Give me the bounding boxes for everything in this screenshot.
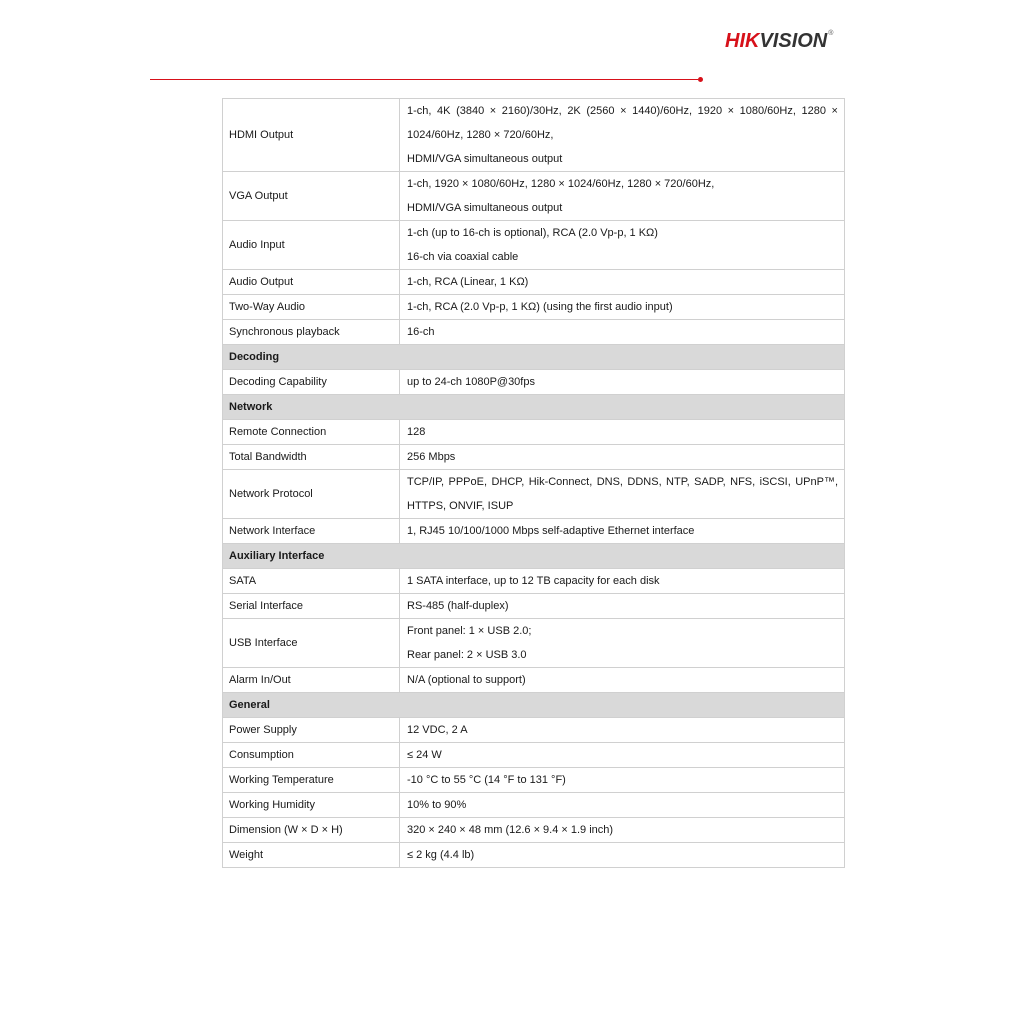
spec-row <box>223 519 845 544</box>
spec-value <box>400 172 845 221</box>
spec-value <box>400 619 845 668</box>
spec-value-line: ≤ 24 W <box>407 749 442 761</box>
spec-row <box>223 99 845 172</box>
spec-label: Network Protocol <box>223 470 400 519</box>
spec-value-line: up to 24-ch 1080P@30fps <box>407 376 535 388</box>
spec-label: USB Interface <box>223 619 400 668</box>
spec-value <box>400 569 845 594</box>
spec-value <box>400 668 845 693</box>
spec-row <box>223 172 845 221</box>
hikvision-logo <box>725 30 833 53</box>
spec-value-line: RS-485 (half-duplex) <box>407 600 509 612</box>
spec-value-line: 1-ch, RCA (Linear, 1 KΩ) <box>407 276 529 288</box>
spec-value-line: 16-ch via coaxial cable <box>407 251 519 263</box>
spec-value-line: 1 SATA interface, up to 12 TB capacity for each disk <box>407 575 660 587</box>
logo-text-dark: VISION <box>759 30 828 52</box>
spec-value <box>400 594 845 619</box>
spec-value <box>400 320 845 345</box>
header-rule-dot <box>698 77 703 82</box>
spec-value <box>400 295 845 320</box>
spec-value-line: Front panel: 1 × USB 2.0; <box>407 625 532 637</box>
spec-value <box>400 370 845 395</box>
spec-row <box>223 370 845 395</box>
spec-value-line: ≤ 2 kg (4.4 lb) <box>407 849 475 861</box>
spec-row <box>223 445 845 470</box>
spec-value-line: 128 <box>407 426 426 438</box>
spec-row <box>223 793 845 818</box>
spec-row <box>223 818 845 843</box>
spec-value-line: 1-ch, 1920 × 1080/60Hz, 1280 × 1024/60Hz, 1280 × 720/60Hz, <box>407 178 715 190</box>
spec-row <box>223 569 845 594</box>
spec-row <box>223 221 845 270</box>
spec-value-line: N/A (optional to support) <box>407 674 526 686</box>
spec-value-line: 10% to 90% <box>407 799 467 811</box>
spec-row <box>223 619 845 668</box>
spec-label: Audio Input <box>223 221 400 270</box>
spec-row <box>223 270 845 295</box>
section-header-row <box>223 395 845 420</box>
spec-table <box>222 98 845 868</box>
spec-value <box>400 221 845 270</box>
spec-value-line: HDMI/VGA simultaneous output <box>407 153 563 165</box>
spec-value-line: 1-ch, 4K (3840 × 2160)/30Hz, 2K (2560 × 1440)/60Hz, 1920 × 1080/60Hz, 1280 × 1024/60Hz, 1280 × 720/60Hz, <box>407 105 838 141</box>
spec-value-line: TCP/IP, PPPoE, DHCP, Hik-Connect, DNS, DDNS, NTP, SADP, NFS, iSCSI, UPnP™, HTTPS, ONVIF, ISUP <box>407 476 838 512</box>
spec-value <box>400 445 845 470</box>
spec-label: Audio Output <box>223 270 400 295</box>
section-header-row <box>223 345 845 370</box>
spec-label: Alarm In/Out <box>223 668 400 693</box>
spec-row <box>223 768 845 793</box>
spec-value <box>400 99 845 172</box>
logo-registered-mark: ® <box>828 30 834 37</box>
spec-value <box>400 743 845 768</box>
spec-row <box>223 295 845 320</box>
spec-label: Consumption <box>223 743 400 768</box>
spec-value-line: 16-ch <box>407 326 435 338</box>
spec-value-line: 256 Mbps <box>407 451 456 463</box>
spec-value <box>400 270 845 295</box>
spec-value <box>400 420 845 445</box>
spec-label: Total Bandwidth <box>223 445 400 470</box>
section-header-row <box>223 693 845 718</box>
spec-row <box>223 470 845 519</box>
spec-row <box>223 594 845 619</box>
spec-row <box>223 320 845 345</box>
spec-label: SATA <box>223 569 400 594</box>
spec-label: Synchronous playback <box>223 320 400 345</box>
section-title: Decoding <box>223 345 845 370</box>
section-title: Auxiliary Interface <box>223 544 845 569</box>
spec-value-line: HDMI/VGA simultaneous output <box>407 202 563 214</box>
spec-value-line: -10 °C to 55 °C (14 °F to 131 °F) <box>407 774 566 786</box>
spec-value-line: 1, RJ45 10/100/1000 Mbps self-adaptive Ethernet interface <box>407 525 695 537</box>
spec-value-line: 1-ch, RCA (2.0 Vp-p, 1 KΩ) (using the first audio input) <box>407 301 673 313</box>
logo-text-red: HIK <box>725 30 760 52</box>
spec-row <box>223 843 845 868</box>
spec-table-body <box>223 99 845 868</box>
spec-value-line: 12 VDC, 2 A <box>407 724 468 736</box>
spec-label: Dimension (W × D × H) <box>223 818 400 843</box>
spec-label: Working Temperature <box>223 768 400 793</box>
spec-row <box>223 718 845 743</box>
header-rule <box>150 79 698 80</box>
spec-label: HDMI Output <box>223 99 400 172</box>
spec-value-line: 1-ch (up to 16-ch is optional), RCA (2.0 Vp-p, 1 KΩ) <box>407 227 658 239</box>
spec-value-line: 320 × 240 × 48 mm (12.6 × 9.4 × 1.9 inch) <box>407 824 614 836</box>
spec-value <box>400 793 845 818</box>
spec-label: Working Humidity <box>223 793 400 818</box>
section-title: Network <box>223 395 845 420</box>
spec-label: Weight <box>223 843 400 868</box>
spec-value <box>400 843 845 868</box>
spec-value <box>400 768 845 793</box>
spec-label: Decoding Capability <box>223 370 400 395</box>
spec-value <box>400 470 845 519</box>
section-header-row <box>223 544 845 569</box>
spec-label: VGA Output <box>223 172 400 221</box>
spec-value <box>400 818 845 843</box>
spec-label: Serial Interface <box>223 594 400 619</box>
spec-row <box>223 743 845 768</box>
spec-value-line: Rear panel: 2 × USB 3.0 <box>407 649 527 661</box>
section-title: General <box>223 693 845 718</box>
spec-label: Two-Way Audio <box>223 295 400 320</box>
spec-value <box>400 519 845 544</box>
spec-label: Network Interface <box>223 519 400 544</box>
spec-label: Remote Connection <box>223 420 400 445</box>
spec-value <box>400 718 845 743</box>
spec-row <box>223 420 845 445</box>
spec-row <box>223 668 845 693</box>
spec-label: Power Supply <box>223 718 400 743</box>
